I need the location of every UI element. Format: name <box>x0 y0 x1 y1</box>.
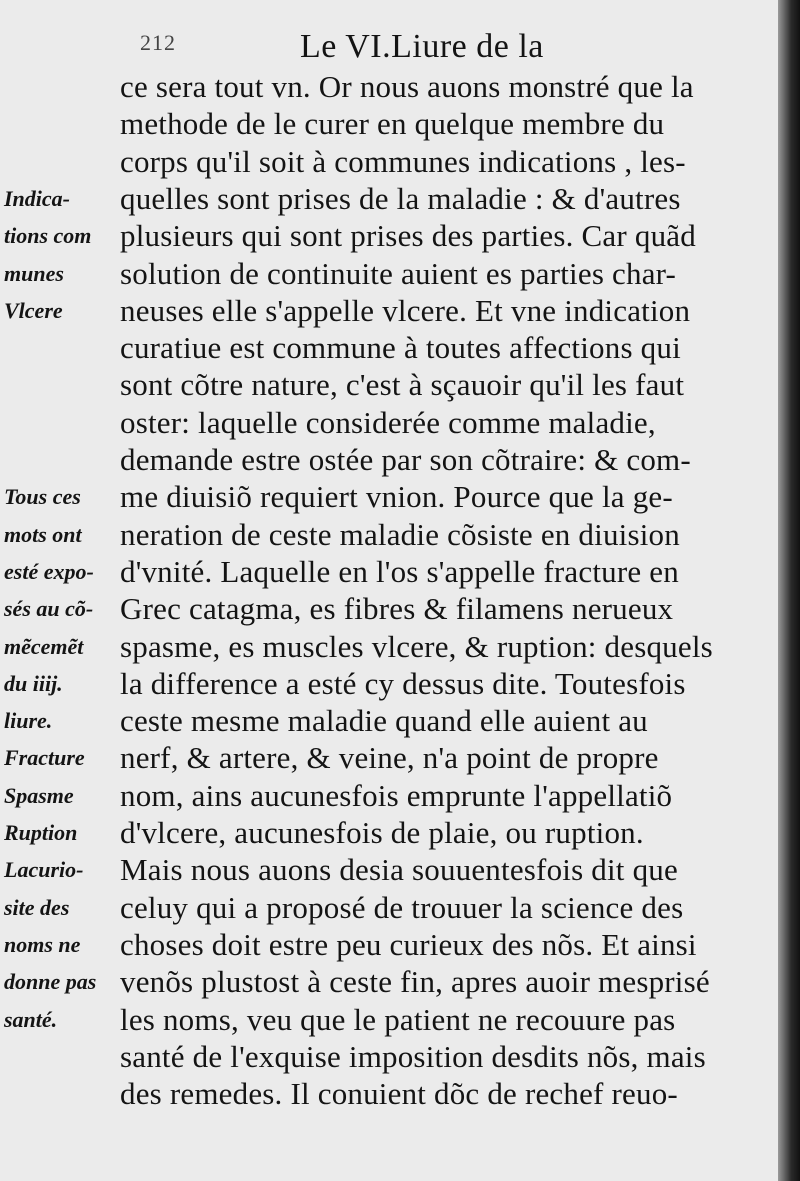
text-line: nom, ains aucunesfois emprunte l'appellatiõ <box>120 777 673 813</box>
text-line: corps qu'il soit à communes indications , les- <box>120 143 686 179</box>
text-line: oster: laquelle considerée comme maladie, <box>120 404 656 440</box>
text-line: d'vlcere, aucunesfois de plaie, ou ruption. <box>120 815 644 850</box>
text-line: choses doit estre peu curieux des nõs. Et ainsi <box>120 926 697 962</box>
text-line: des remedes. Il conuient dõc de rechef reuo- <box>120 1076 678 1112</box>
margin-note: liure. <box>4 708 53 734</box>
text-line: Mais nous auons desia souuentesfois dit que <box>120 852 678 888</box>
text-line: nerf, & artere, & veine, n'a point de propre <box>120 740 659 776</box>
text-line: ce sera tout vn. Or nous auons monstré que la <box>120 69 694 104</box>
margin-note: Fracture <box>4 745 85 771</box>
margin-note: site des <box>4 894 70 920</box>
text-line: methode de le curer en quelque membre du <box>120 106 665 142</box>
margin-note: Tous ces <box>4 484 81 510</box>
text-line: les noms, veu que le patient ne recouure pas <box>120 1001 676 1037</box>
text-line: spasme, es muscles vlcere, & ruption: desquels <box>120 628 713 664</box>
text-line: celuy qui a proposé de trouuer la science des <box>120 889 684 925</box>
text-line: neration de ceste maladie cõsiste en diuision <box>120 516 680 552</box>
margin-note: santé. <box>4 1006 58 1032</box>
text-line: quelles sont prises de la maladie : & d'autres <box>120 180 681 216</box>
margin-note: munes <box>4 260 64 286</box>
running-head: Le VI.Liure de la <box>300 28 544 65</box>
margin-note: sés au cõ- <box>4 596 94 622</box>
text-line: curatiue est commune à toutes affections qui <box>120 330 681 366</box>
text-line: sont cõtre nature, c'est à sçauoir qu'il les faut <box>120 367 685 403</box>
text-line: plusieurs qui sont prises des parties. Car quãd <box>120 218 696 254</box>
text-line: Grec catagma, es fibres & filamens nerueux <box>120 591 674 627</box>
text-line: d'vnité. Laquelle en l'os s'appelle fracture en <box>120 553 679 589</box>
page-edge-shadow <box>778 0 800 1181</box>
text-line: venõs plustost à ceste fin, apres auoir mesprisé <box>120 964 710 1000</box>
margin-note: mots ont <box>4 521 82 547</box>
text-line: santé de l'exquise imposition desdits nõs, mais <box>120 1038 706 1074</box>
margin-note: Spasme <box>4 782 74 808</box>
margin-note: donne pas <box>4 969 97 995</box>
margin-note: Indica- <box>4 185 70 211</box>
margin-note: noms ne <box>4 931 81 957</box>
margin-note: esté expo- <box>4 558 94 584</box>
margin-note: Vlcere <box>4 297 63 323</box>
margin-note: tions com <box>4 223 92 249</box>
text-line: la difference a esté cy dessus dite. Toutesfois <box>120 665 686 701</box>
margin-note: mẽcemẽt <box>4 633 84 659</box>
text-line: ceste mesme maladie quand elle auient au <box>120 703 648 739</box>
page-number: 212 <box>140 30 176 55</box>
margin-note: du iiij. <box>4 670 63 696</box>
text-line: solution de continuite auient es parties char- <box>120 255 677 291</box>
text-line: neuses elle s'appelle vlcere. Et vne indication <box>120 292 691 328</box>
margin-note: Ruption <box>4 820 78 845</box>
margin-note: Lacurio- <box>4 857 84 883</box>
text-line: demande estre ostée par son cõtraire: & com- <box>120 442 691 477</box>
text-line: me diuisiõ requiert vnion. Pource que la ge- <box>120 479 673 515</box>
